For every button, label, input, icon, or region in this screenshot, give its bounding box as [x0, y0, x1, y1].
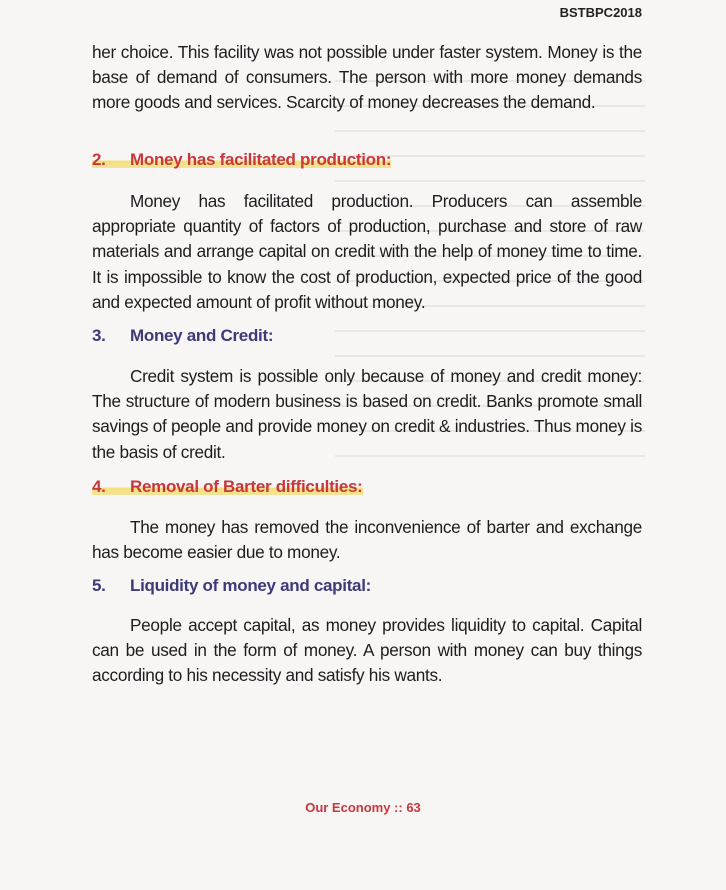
section-heading-4 — [92, 477, 363, 497]
body-text: Credit system is possible only because of money and credit money: The structure of modern business is based on credit. Banks promote small savings of people and provide money on credit & industries. Thus money is the basis of credit. — [92, 366, 642, 462]
body-text: People accept capital, as money provides liquidity to capital. Capital can be used in the form of money. A person with money can buy things according to his necessity and satisfy his wants. — [92, 615, 642, 686]
section-number: 5. — [92, 576, 106, 595]
section-body-2 — [92, 189, 642, 315]
section-body-5 — [92, 613, 642, 689]
body-text: The money has removed the inconvenience of barter and exchange has become easier due to money. — [92, 517, 642, 563]
section-body-4 — [92, 515, 642, 565]
section-title: Removal of Barter difficulties: — [130, 477, 363, 496]
section-body-3 — [92, 364, 642, 465]
section-heading-3 — [92, 326, 273, 346]
section-heading-2 — [92, 150, 391, 170]
intro-paragraph: her choice. This facility was not possible under faster system. Money is the base of demand of consumers. The person with more money demands more goods and services. Scarcity of money decreases the demand. — [92, 42, 642, 113]
header-code: BSTBPC2018 — [559, 5, 642, 20]
body-text: Money has facilitated production. Producers can assemble appropriate quantity of factors of production, purchase and store of raw materials and arrange capital on credit with the help of money time to time. It is impossible to know the cost of production, expected price of the good and expected amount of profit without money. — [92, 191, 642, 312]
section-number: 3. — [92, 326, 106, 345]
page-footer: Our Economy :: 63 — [305, 800, 421, 815]
section-title: Liquidity of money and capital: — [130, 576, 371, 595]
section-title: Money and Credit: — [130, 326, 274, 345]
section-title: Money has facilitated production: — [130, 150, 392, 169]
section-heading-5 — [92, 576, 371, 596]
section-number: 4. — [92, 477, 106, 496]
section-number: 2. — [92, 150, 106, 169]
